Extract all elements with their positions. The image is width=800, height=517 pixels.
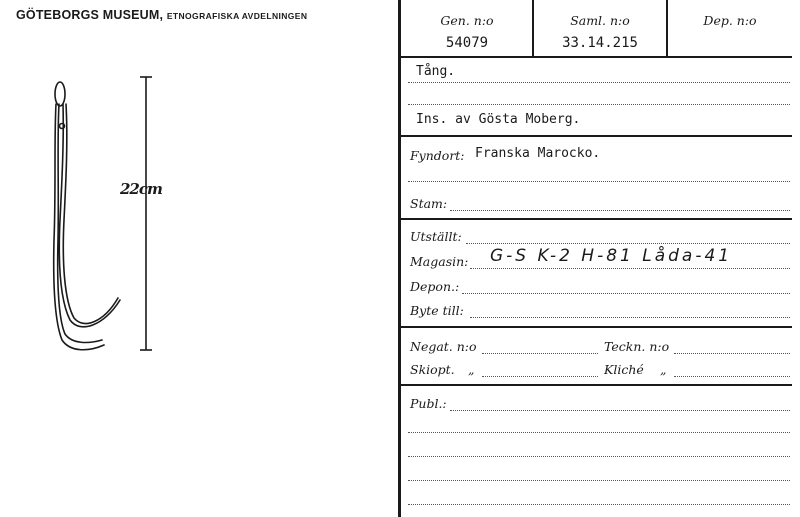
dotted-line <box>482 376 598 377</box>
dotted-line <box>462 293 790 294</box>
saml-no-value: 33.14.215 <box>562 35 638 51</box>
museum-name: GÖTEBORGS MUSEUM, <box>16 8 164 22</box>
header-bottom-rule <box>400 56 792 58</box>
dotted-line <box>674 353 790 354</box>
kliche-label: Kliché <box>604 362 644 377</box>
object-name: Tång. <box>416 64 456 79</box>
dotted-line <box>408 181 790 182</box>
card-left-border <box>398 0 401 517</box>
dotted-line <box>408 456 790 457</box>
tongs-drawing <box>0 0 398 517</box>
dotted-line <box>408 432 790 433</box>
dotted-line <box>470 317 790 318</box>
header-divider-2 <box>666 0 668 56</box>
skiopt-ditto: „ <box>468 362 475 377</box>
section-rule <box>400 326 792 328</box>
teckn-label: Teckn. n:o <box>604 339 670 354</box>
dotted-line <box>450 210 790 211</box>
fyndort-value: Franska Marocko. <box>475 146 601 161</box>
inscription: Ins. av Gösta Moberg. <box>416 112 581 127</box>
section-rule <box>400 384 792 386</box>
section-rule <box>400 135 792 137</box>
dotted-line <box>408 82 790 83</box>
skiopt-label: Skiopt. <box>410 362 455 377</box>
fyndort-label: Fyndort: <box>410 148 465 163</box>
depon-label: Depon.: <box>410 279 460 294</box>
magasin-label: Magasin: <box>410 254 469 269</box>
section-rule <box>400 218 792 220</box>
utstallt-label: Utställt: <box>410 229 462 244</box>
dotted-line <box>470 268 790 269</box>
dotted-line <box>466 243 790 244</box>
saml-no-label: Saml. n:o <box>570 13 630 28</box>
dotted-line <box>408 480 790 481</box>
dotted-line <box>482 353 598 354</box>
gen-no-label: Gen. n:o <box>440 13 494 28</box>
department-name: ETNOGRAFISKA AVDELNINGEN <box>166 11 308 21</box>
dotted-line <box>408 504 790 505</box>
gen-no-value: 54079 <box>445 35 489 51</box>
stam-label: Stam: <box>410 196 448 211</box>
dotted-line <box>674 376 790 377</box>
dotted-line <box>408 104 790 105</box>
kliche-ditto: „ <box>660 362 667 377</box>
negat-label: Negat. n:o <box>410 339 477 354</box>
scale-label: 22cm <box>120 180 162 198</box>
byte-till-label: Byte till: <box>410 303 464 318</box>
dep-no-label: Dep. n:o <box>703 13 757 28</box>
publ-label: Publ.: <box>410 396 447 411</box>
dotted-line <box>450 410 790 411</box>
magasin-value: G-S K-2 H-81 Låda-41 <box>490 246 733 266</box>
